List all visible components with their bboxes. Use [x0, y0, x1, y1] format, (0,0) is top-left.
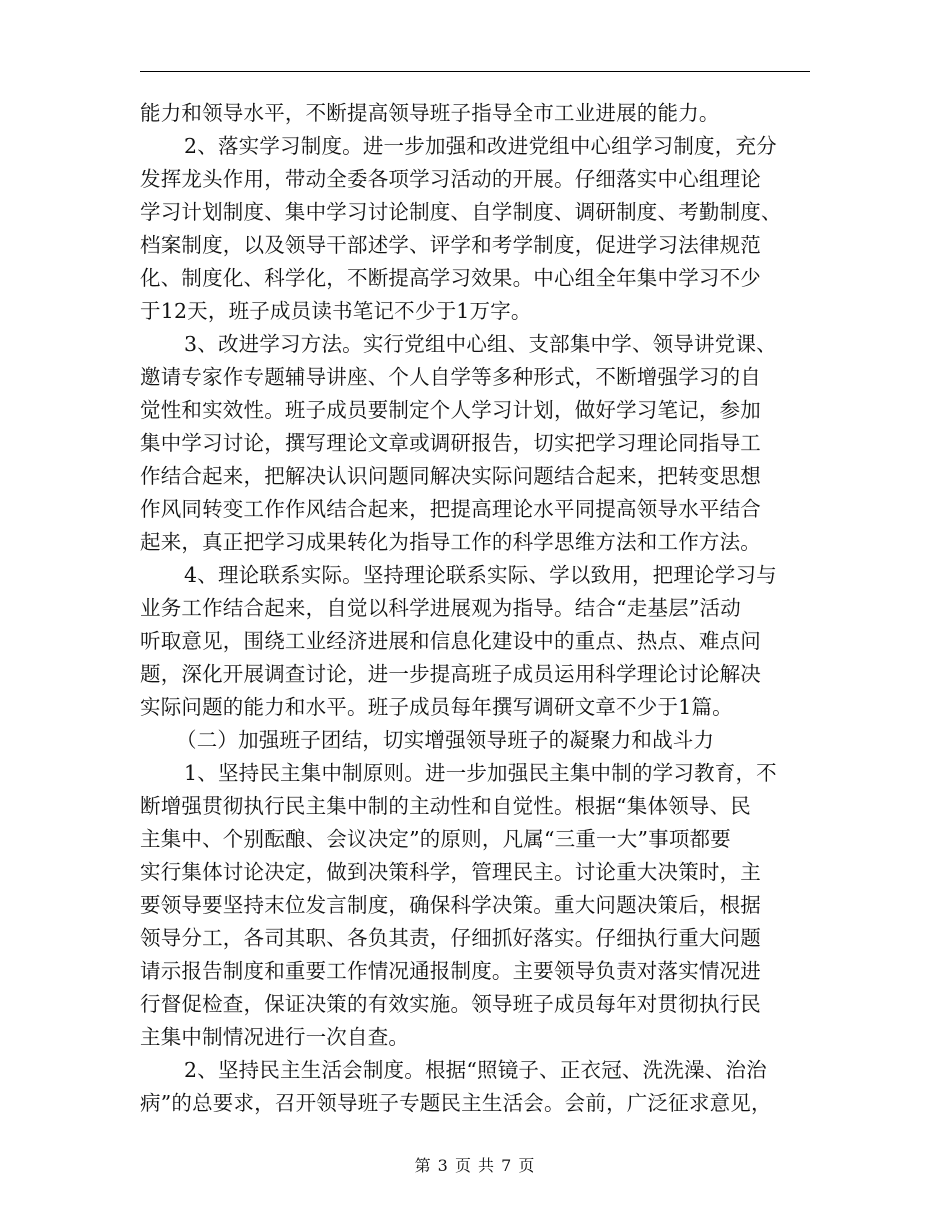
- paragraph-start: 1、坚持民主集中制原则。进一步加强民主集中制的学习教育，不: [184, 761, 777, 785]
- text-line: 病”的总要求，召开领导班子专题民主生活会。会前，广泛征求意见，: [140, 1091, 772, 1115]
- text-line: 邀请专家作专题辅导讲座、个人自学等多种形式，不断增强学习的自: [140, 365, 761, 389]
- text-line: 领导分工，各司其职、各负其责，仔细抓好落实。仔细执行重大问题: [140, 926, 761, 950]
- text-line: 请示报告制度和重要工作情况通报制度。主要领导负责对落实情况进: [140, 959, 761, 983]
- text-line: 发挥龙头作用，带动全委各项学习活动的开展。仔细落实中心组理论: [140, 167, 761, 191]
- paragraph-start: 3、改进学习方法。实行党组中心组、支部集中学、领导讲党课、: [184, 332, 777, 356]
- text-line: 于12天，班子成员读书笔记不少于1万字。: [140, 299, 532, 323]
- text-line: 实行集体讨论决定，做到决策科学，管理民主。讨论重大决策时，主: [140, 860, 761, 884]
- text-line: 题，深化开展调查讨论，进一步提高班子成员运用科学理论讨论解决: [140, 662, 761, 686]
- text-line: 实际问题的能力和水平。班子成员每年撰写调研文章不少于1篇。: [140, 695, 733, 719]
- text-line: 作风同转变工作作风结合起来，把提高理论水平同提高领导水平结合: [140, 497, 761, 521]
- text-line: 行督促检查，保证决策的有效实施。领导班子成员每年对贯彻执行民: [140, 992, 761, 1016]
- paragraph-start: 2、坚持民主生活会制度。根据“照镜子、正衣冠、洗洗澡、治治: [184, 1058, 767, 1082]
- text-line: 要领导要坚持末位发言制度，确保科学决策。重大问题决策后，根据: [140, 893, 761, 917]
- text-line: 起来，真正把学习成果转化为指导工作的科学思维方法和工作方法。: [140, 530, 761, 554]
- text-line: 听取意见，围绕工业经济进展和信息化建设中的重点、热点、难点问: [140, 629, 761, 653]
- header-rule: [140, 71, 810, 72]
- section-heading: （二）加强班子团结，切实增强领导班子的凝聚力和战斗力: [176, 728, 715, 752]
- document-body: [140, 97, 810, 1120]
- text-line: 主集中制情况进行一次自查。: [140, 1025, 410, 1049]
- text-line: 学习计划制度、集中学习讨论制度、自学制度、调研制度、考勤制度、: [140, 200, 782, 224]
- text-line: 集中学习讨论，撰写理论文章或调研报告，切实把学习理论同指导工: [140, 431, 761, 455]
- text-line: 能力和领导水平，不断提高领导班子指导全市工业进展的能力。: [140, 101, 720, 125]
- text-line: 档案制度，以及领导干部述学、评学和考学制度，促进学习法律规范: [140, 233, 761, 257]
- text-line: 化、制度化、科学化，不断提高学习效果。中心组全年集中学习不少: [140, 266, 761, 290]
- page-footer: 第 3 页 共 7 页: [414, 1156, 536, 1175]
- text-line: 业务工作结合起来，自觉以科学进展观为指导。结合“走基层”活动: [140, 596, 741, 620]
- text-line: 主集中、个别酝酿、会议决定”的原则，凡属“三重一大”事项都要: [140, 827, 731, 851]
- paragraph-start: 4、理论联系实际。坚持理论联系实际、学以致用，把理论学习与: [184, 563, 777, 587]
- paragraph-start: 2、落实学习制度。进一步加强和改进党组中心组学习制度，充分: [184, 134, 777, 158]
- text-line: 觉性和实效性。班子成员要制定个人学习计划，做好学习笔记，参加: [140, 398, 761, 422]
- text-line: 断增强贯彻执行民主集中制的主动性和自觉性。根据“集体领导、民: [140, 794, 751, 818]
- text-line: 作结合起来，把解决认识问题同解决实际问题结合起来，把转变思想: [140, 464, 761, 488]
